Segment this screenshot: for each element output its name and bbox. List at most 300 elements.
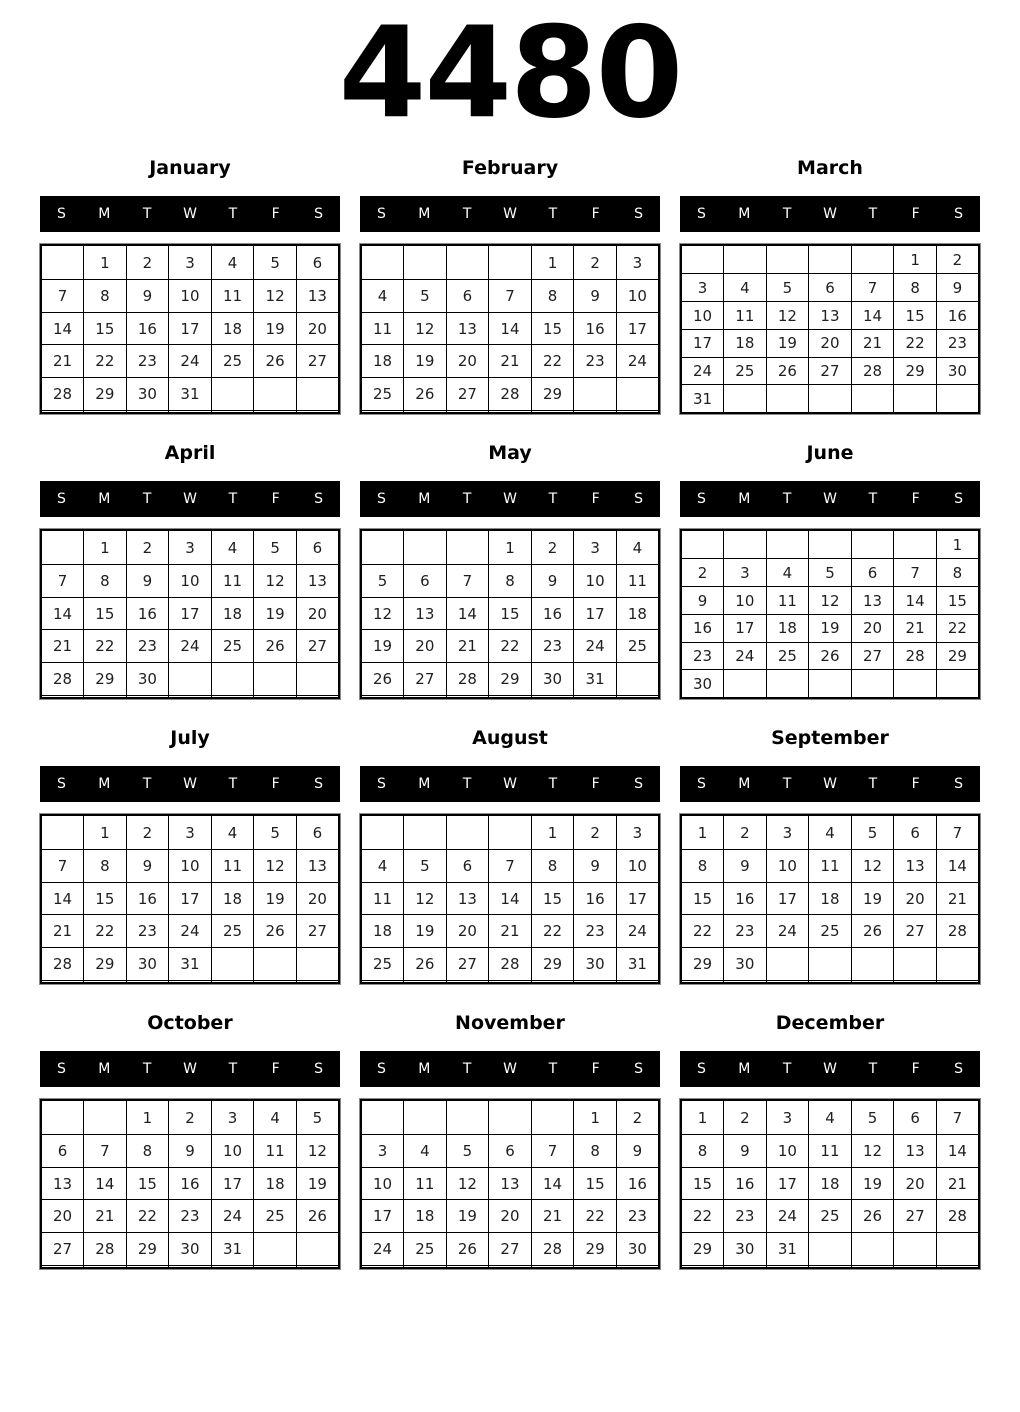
empty-day-cell <box>894 1266 937 1269</box>
day-cell: 3 <box>766 1100 809 1134</box>
day-grid <box>360 244 660 414</box>
weekday-label: T <box>142 491 152 508</box>
week-row <box>41 345 339 378</box>
weekday-label: S <box>314 206 324 223</box>
day-cell: 8 <box>894 274 937 302</box>
empty-day-cell <box>404 245 447 279</box>
day-grid-body <box>361 530 659 698</box>
weekday-header-row <box>40 1051 340 1087</box>
day-grid-body <box>681 530 979 698</box>
day-cell: 7 <box>41 279 84 312</box>
week-row <box>361 411 659 414</box>
day-cell: 18 <box>361 915 404 948</box>
day-cell: 10 <box>681 302 724 330</box>
day-cell: 27 <box>851 642 894 670</box>
day-cell: 27 <box>446 378 489 411</box>
week-row <box>361 815 659 849</box>
weekday-label: T <box>548 206 558 223</box>
day-cell: 5 <box>254 530 297 564</box>
empty-day-cell <box>254 663 297 696</box>
day-cell: 15 <box>84 882 127 915</box>
week-row <box>361 696 659 699</box>
empty-day-cell <box>361 1266 404 1269</box>
day-cell: 30 <box>169 1233 212 1266</box>
day-cell: 26 <box>851 915 894 948</box>
empty-day-cell <box>894 981 937 984</box>
empty-day-cell <box>851 1233 894 1266</box>
day-grid-wrap <box>40 244 340 414</box>
day-cell: 29 <box>531 948 574 981</box>
weekday-label: T <box>782 491 792 508</box>
day-cell: 31 <box>169 948 212 981</box>
day-cell: 10 <box>169 849 212 882</box>
day-cell: 10 <box>616 279 659 312</box>
week-row <box>681 1233 979 1266</box>
week-row <box>361 1100 659 1134</box>
day-grid-wrap <box>40 1099 340 1269</box>
day-cell: 22 <box>84 630 127 663</box>
week-row <box>361 597 659 630</box>
day-cell: 26 <box>809 642 852 670</box>
day-cell: 4 <box>211 815 254 849</box>
day-cell: 27 <box>404 663 447 696</box>
day-cell: 8 <box>84 564 127 597</box>
empty-day-cell <box>211 948 254 981</box>
day-grid <box>360 529 660 699</box>
day-cell: 7 <box>531 1134 574 1167</box>
day-cell: 17 <box>361 1200 404 1233</box>
week-row <box>681 882 979 915</box>
empty-day-cell <box>851 385 894 414</box>
day-cell: 12 <box>404 312 447 345</box>
week-row <box>41 597 339 630</box>
empty-day-cell <box>531 696 574 699</box>
day-cell: 1 <box>489 530 532 564</box>
day-cell: 14 <box>41 597 84 630</box>
week-row <box>681 849 979 882</box>
day-grid-wrap <box>680 1099 980 1269</box>
day-cell: 16 <box>531 597 574 630</box>
empty-day-cell <box>574 696 617 699</box>
week-row <box>41 1100 339 1134</box>
week-row <box>361 915 659 948</box>
day-cell: 26 <box>296 1200 339 1233</box>
day-cell: 1 <box>681 815 724 849</box>
week-row <box>41 245 339 279</box>
empty-day-cell <box>211 411 254 414</box>
day-cell: 12 <box>254 849 297 882</box>
day-grid-wrap <box>360 1099 660 1269</box>
week-row <box>41 696 339 699</box>
empty-day-cell <box>296 663 339 696</box>
empty-day-cell <box>446 411 489 414</box>
day-cell: 19 <box>404 345 447 378</box>
day-cell: 19 <box>361 630 404 663</box>
day-cell: 13 <box>489 1167 532 1200</box>
week-row <box>41 378 339 411</box>
day-cell: 19 <box>851 1167 894 1200</box>
day-cell: 31 <box>766 1233 809 1266</box>
day-grid-body <box>681 1100 979 1268</box>
week-row <box>681 981 979 984</box>
weekday-label: T <box>868 206 878 223</box>
month-section <box>40 129 340 414</box>
week-row <box>41 411 339 414</box>
day-cell: 24 <box>681 357 724 385</box>
day-cell: 23 <box>531 630 574 663</box>
day-cell: 27 <box>446 948 489 981</box>
empty-day-cell <box>296 411 339 414</box>
empty-day-cell <box>169 663 212 696</box>
day-cell: 26 <box>766 357 809 385</box>
day-cell: 7 <box>936 1100 979 1134</box>
empty-day-cell <box>766 670 809 699</box>
week-row <box>361 849 659 882</box>
day-cell: 7 <box>489 849 532 882</box>
day-cell: 5 <box>296 1100 339 1134</box>
empty-day-cell <box>616 981 659 984</box>
week-row <box>361 1233 659 1266</box>
weekday-label: M <box>738 1061 751 1078</box>
weekday-header-row <box>360 196 660 232</box>
day-cell: 21 <box>936 1167 979 1200</box>
day-cell: 27 <box>809 357 852 385</box>
day-cell: 30 <box>126 378 169 411</box>
day-cell: 11 <box>724 302 767 330</box>
empty-day-cell <box>489 1100 532 1134</box>
empty-day-cell <box>936 385 979 414</box>
day-cell: 18 <box>254 1167 297 1200</box>
week-row <box>681 1167 979 1200</box>
day-cell: 20 <box>41 1200 84 1233</box>
week-row <box>681 587 979 615</box>
day-cell: 15 <box>531 312 574 345</box>
empty-day-cell <box>404 411 447 414</box>
weekday-label: F <box>911 491 920 508</box>
week-row <box>681 1134 979 1167</box>
weekday-header-row <box>680 1051 980 1087</box>
month-name: November <box>455 1012 565 1035</box>
empty-day-cell <box>84 411 127 414</box>
day-cell: 10 <box>766 1134 809 1167</box>
day-cell: 25 <box>361 948 404 981</box>
weekday-label: S <box>954 1061 964 1078</box>
day-cell: 6 <box>404 564 447 597</box>
day-cell: 23 <box>681 642 724 670</box>
day-cell: 9 <box>681 587 724 615</box>
weekday-label: T <box>462 206 472 223</box>
empty-day-cell <box>296 948 339 981</box>
day-cell: 3 <box>169 530 212 564</box>
empty-day-cell <box>489 696 532 699</box>
empty-day-cell <box>766 981 809 984</box>
day-cell: 17 <box>574 597 617 630</box>
day-cell: 5 <box>361 564 404 597</box>
day-cell: 3 <box>211 1100 254 1134</box>
day-cell: 1 <box>894 245 937 273</box>
day-cell: 24 <box>766 1200 809 1233</box>
day-cell: 3 <box>616 245 659 279</box>
empty-day-cell <box>296 378 339 411</box>
empty-day-cell <box>809 245 852 273</box>
weekday-label: S <box>314 776 324 793</box>
day-cell: 9 <box>936 274 979 302</box>
day-cell: 7 <box>446 564 489 597</box>
weekday-label: T <box>868 491 878 508</box>
day-cell: 27 <box>894 1200 937 1233</box>
empty-day-cell <box>361 1100 404 1134</box>
day-cell: 16 <box>724 1167 767 1200</box>
day-cell: 24 <box>361 1233 404 1266</box>
day-grid-body <box>681 245 979 413</box>
week-row <box>681 614 979 642</box>
day-cell: 31 <box>211 1233 254 1266</box>
day-cell: 22 <box>531 915 574 948</box>
day-cell: 21 <box>489 345 532 378</box>
day-grid <box>40 1099 340 1269</box>
day-cell: 2 <box>126 530 169 564</box>
month-name: August <box>472 727 548 750</box>
day-cell: 23 <box>574 345 617 378</box>
empty-day-cell <box>446 981 489 984</box>
day-cell: 1 <box>936 530 979 558</box>
empty-day-cell <box>254 1266 297 1269</box>
day-cell: 17 <box>169 312 212 345</box>
day-cell: 20 <box>446 345 489 378</box>
day-cell: 16 <box>574 312 617 345</box>
week-row <box>681 1266 979 1269</box>
empty-day-cell <box>211 981 254 984</box>
day-cell: 19 <box>851 882 894 915</box>
day-cell: 24 <box>169 915 212 948</box>
day-cell: 26 <box>404 948 447 981</box>
day-cell: 22 <box>126 1200 169 1233</box>
empty-day-cell <box>446 696 489 699</box>
day-grid-body <box>361 1100 659 1268</box>
day-cell: 8 <box>84 849 127 882</box>
weekday-label: M <box>98 206 111 223</box>
day-cell: 16 <box>126 882 169 915</box>
day-grid-wrap <box>40 529 340 699</box>
day-cell: 4 <box>724 274 767 302</box>
day-grid-wrap <box>680 529 980 699</box>
day-cell: 7 <box>41 849 84 882</box>
weekday-label: W <box>503 776 517 793</box>
weekday-label: W <box>183 206 197 223</box>
weekday-label: S <box>376 491 386 508</box>
day-grid <box>680 529 980 699</box>
weekday-label: S <box>376 206 386 223</box>
day-cell: 5 <box>851 1100 894 1134</box>
day-cell: 3 <box>361 1134 404 1167</box>
day-cell: 13 <box>809 302 852 330</box>
empty-day-cell <box>574 411 617 414</box>
day-cell: 23 <box>126 630 169 663</box>
day-cell: 12 <box>361 597 404 630</box>
day-cell: 22 <box>574 1200 617 1233</box>
empty-day-cell <box>446 530 489 564</box>
day-cell: 6 <box>894 815 937 849</box>
day-cell: 26 <box>254 345 297 378</box>
day-cell: 22 <box>84 915 127 948</box>
day-cell: 9 <box>724 849 767 882</box>
weekday-label: F <box>271 206 280 223</box>
empty-day-cell <box>126 981 169 984</box>
day-cell: 13 <box>894 1134 937 1167</box>
week-row <box>681 915 979 948</box>
week-row <box>41 1167 339 1200</box>
weekday-header-row <box>680 196 980 232</box>
day-cell: 28 <box>41 948 84 981</box>
empty-day-cell <box>681 530 724 558</box>
day-cell: 6 <box>296 530 339 564</box>
day-cell: 19 <box>766 329 809 357</box>
day-cell: 4 <box>616 530 659 564</box>
weekday-header-row <box>40 196 340 232</box>
empty-day-cell <box>809 670 852 699</box>
week-row <box>361 564 659 597</box>
empty-day-cell <box>296 1233 339 1266</box>
weekday-header-row <box>40 481 340 517</box>
day-cell: 8 <box>531 279 574 312</box>
empty-day-cell <box>126 696 169 699</box>
day-cell: 18 <box>211 312 254 345</box>
day-cell: 18 <box>211 597 254 630</box>
day-cell: 30 <box>724 1233 767 1266</box>
empty-day-cell <box>296 696 339 699</box>
day-cell: 20 <box>296 312 339 345</box>
day-cell: 11 <box>254 1134 297 1167</box>
day-cell: 25 <box>766 642 809 670</box>
day-cell: 22 <box>936 614 979 642</box>
empty-day-cell <box>446 815 489 849</box>
weekday-label: M <box>98 491 111 508</box>
empty-day-cell <box>361 696 404 699</box>
empty-day-cell <box>41 411 84 414</box>
empty-day-cell <box>531 411 574 414</box>
day-cell: 8 <box>681 849 724 882</box>
weekday-label: T <box>228 776 238 793</box>
day-cell: 6 <box>296 815 339 849</box>
weekday-label: S <box>634 491 644 508</box>
day-cell: 2 <box>574 815 617 849</box>
day-cell: 15 <box>574 1167 617 1200</box>
weekday-label: F <box>271 1061 280 1078</box>
day-cell: 24 <box>169 630 212 663</box>
day-cell: 8 <box>574 1134 617 1167</box>
day-grid <box>680 244 980 414</box>
month-name: March <box>797 157 863 180</box>
empty-day-cell <box>809 1266 852 1269</box>
day-cell: 10 <box>361 1167 404 1200</box>
month-section <box>680 414 980 699</box>
day-cell: 11 <box>361 312 404 345</box>
week-row <box>361 1200 659 1233</box>
month-section <box>360 129 660 414</box>
day-cell: 13 <box>446 882 489 915</box>
day-grid-wrap <box>360 529 660 699</box>
day-cell: 1 <box>531 815 574 849</box>
empty-day-cell <box>724 530 767 558</box>
day-cell: 22 <box>681 1200 724 1233</box>
weekday-label: S <box>314 1061 324 1078</box>
weekday-header-row <box>360 481 660 517</box>
day-cell: 30 <box>936 357 979 385</box>
day-cell: 14 <box>489 312 532 345</box>
day-cell: 14 <box>851 302 894 330</box>
empty-day-cell <box>489 1266 532 1269</box>
weekday-label: F <box>591 1061 600 1078</box>
day-cell: 1 <box>681 1100 724 1134</box>
empty-day-cell <box>254 696 297 699</box>
empty-day-cell <box>616 378 659 411</box>
day-cell: 21 <box>446 630 489 663</box>
day-cell: 16 <box>126 312 169 345</box>
empty-day-cell <box>851 530 894 558</box>
day-cell: 1 <box>126 1100 169 1134</box>
day-cell: 12 <box>296 1134 339 1167</box>
day-grid <box>360 814 660 984</box>
day-cell: 3 <box>681 274 724 302</box>
empty-day-cell <box>254 411 297 414</box>
day-cell: 7 <box>894 559 937 587</box>
day-cell: 15 <box>126 1167 169 1200</box>
day-cell: 23 <box>616 1200 659 1233</box>
day-cell: 17 <box>169 882 212 915</box>
day-cell: 1 <box>84 245 127 279</box>
day-cell: 12 <box>404 882 447 915</box>
weekday-label: M <box>418 1061 431 1078</box>
day-cell: 14 <box>894 587 937 615</box>
day-cell: 17 <box>616 882 659 915</box>
day-cell: 16 <box>126 597 169 630</box>
day-cell: 25 <box>254 1200 297 1233</box>
empty-day-cell <box>616 663 659 696</box>
weekday-label: W <box>823 776 837 793</box>
day-cell: 10 <box>724 587 767 615</box>
day-cell: 2 <box>169 1100 212 1134</box>
day-cell: 18 <box>211 882 254 915</box>
empty-day-cell <box>361 411 404 414</box>
weekday-label: T <box>228 1061 238 1078</box>
weekday-header-row <box>360 766 660 802</box>
weekday-label: T <box>142 206 152 223</box>
month-name: December <box>775 1012 885 1035</box>
weekday-label: F <box>271 491 280 508</box>
day-cell: 16 <box>936 302 979 330</box>
empty-day-cell <box>84 1266 127 1269</box>
day-cell: 4 <box>211 245 254 279</box>
weekday-label: T <box>548 776 558 793</box>
empty-day-cell <box>616 696 659 699</box>
empty-day-cell <box>489 245 532 279</box>
empty-day-cell <box>936 1233 979 1266</box>
empty-day-cell <box>724 670 767 699</box>
week-row <box>681 815 979 849</box>
empty-day-cell <box>616 411 659 414</box>
day-grid-body <box>681 815 979 983</box>
empty-day-cell <box>169 981 212 984</box>
day-cell: 8 <box>531 849 574 882</box>
empty-day-cell <box>489 981 532 984</box>
week-row <box>681 1200 979 1233</box>
day-cell: 9 <box>169 1134 212 1167</box>
weekday-label: W <box>503 491 517 508</box>
day-cell: 26 <box>361 663 404 696</box>
week-row <box>41 663 339 696</box>
month-name: June <box>806 442 854 465</box>
day-cell: 31 <box>681 385 724 414</box>
